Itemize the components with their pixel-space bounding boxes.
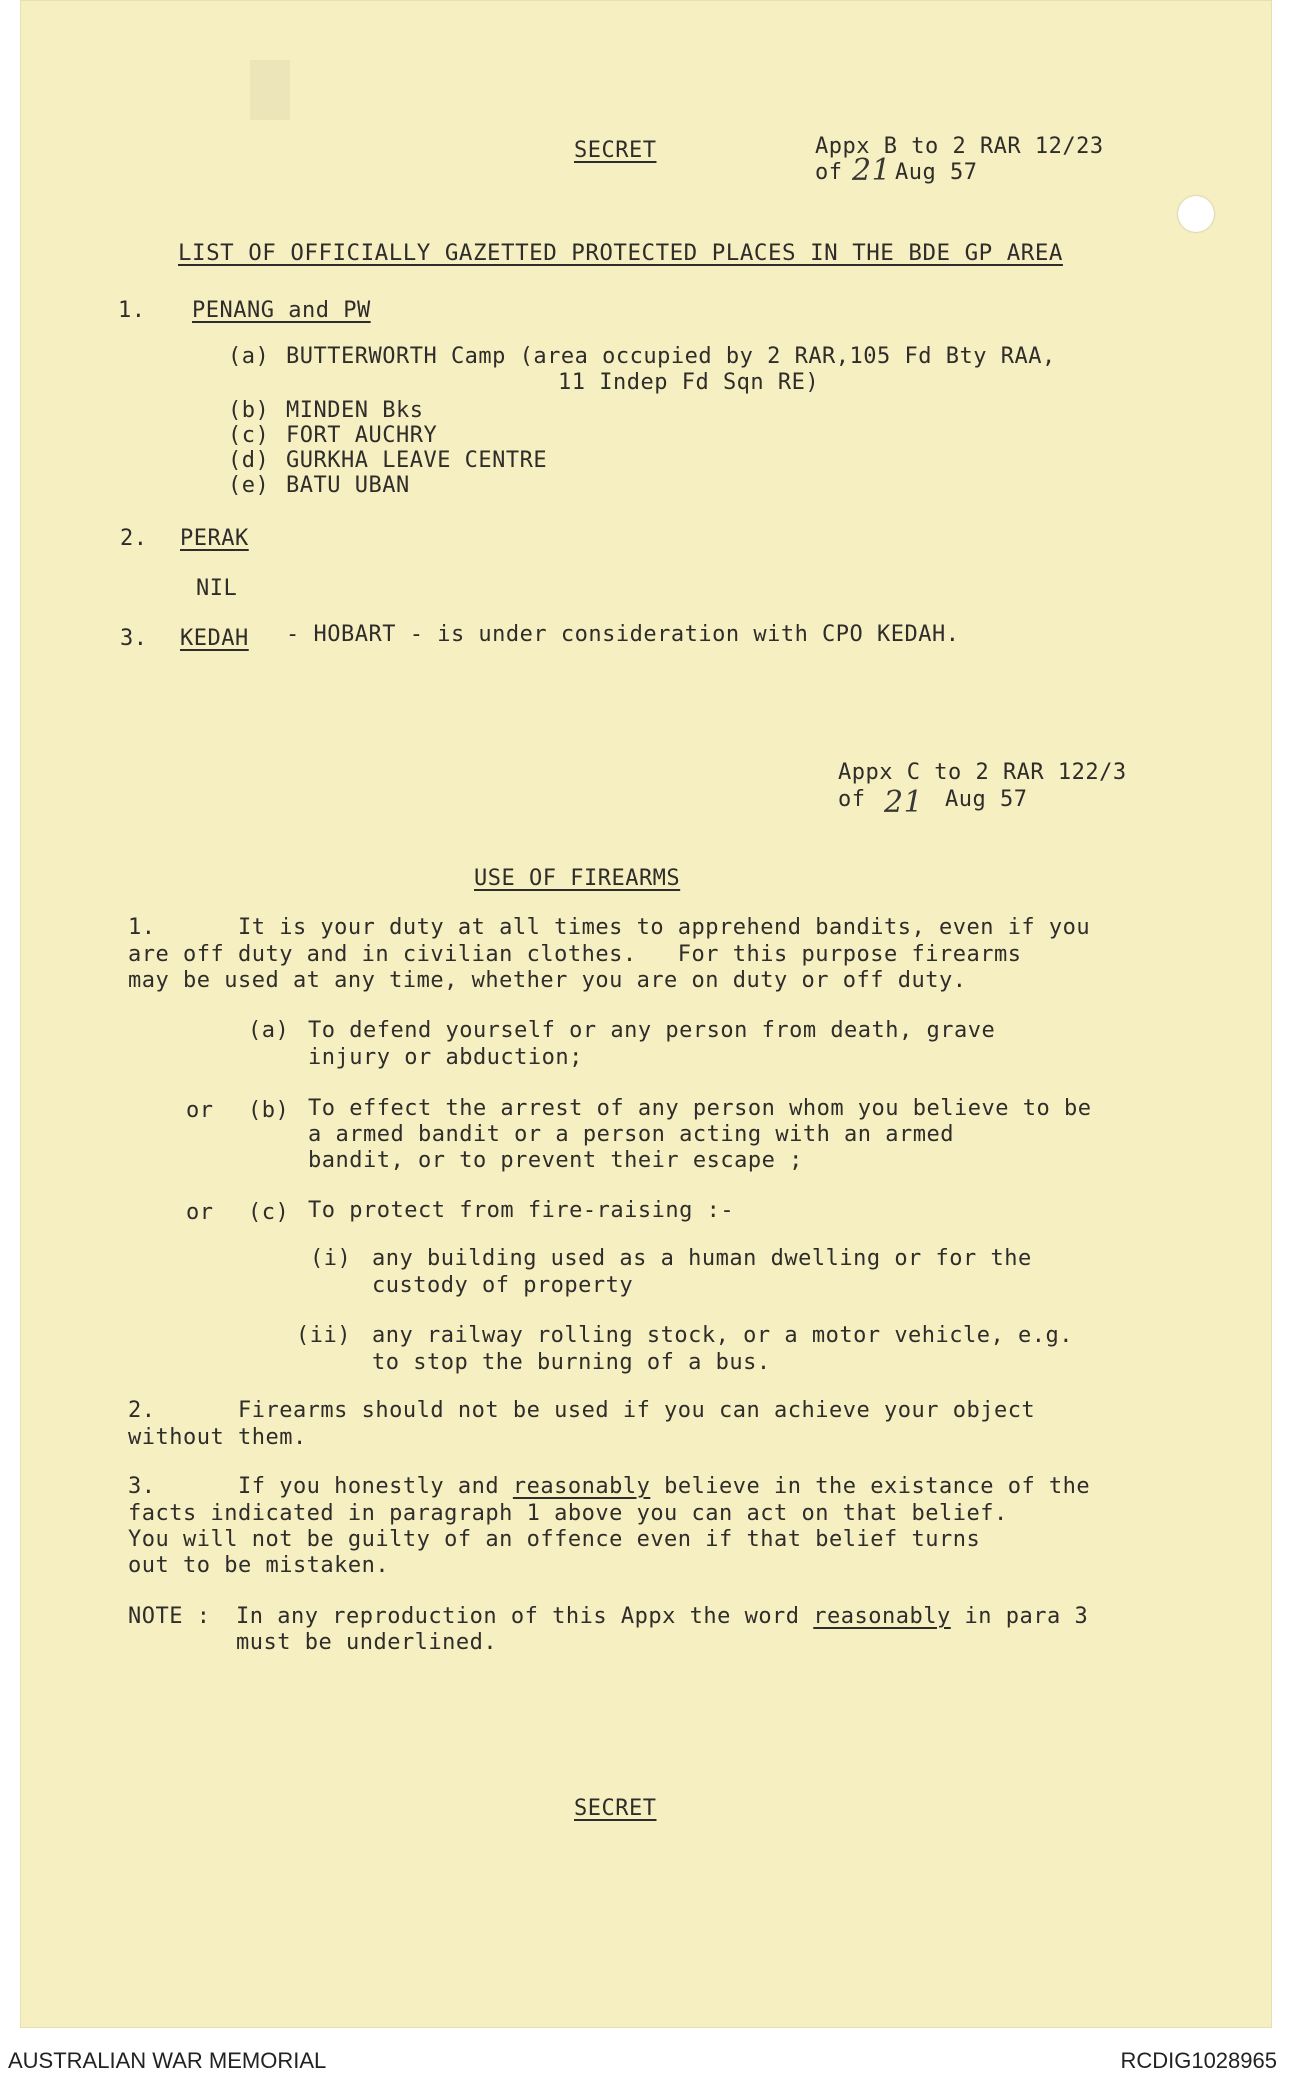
item-b-prefix: or (186, 1098, 214, 1123)
para-1-line-2: are off duty and in civilian clothes. For this purpose firearms (128, 942, 1022, 967)
punch-hole (1178, 196, 1214, 232)
subitem-i-marker: (i) (310, 1246, 352, 1271)
item-b-marker-firearms: (b) (248, 1098, 290, 1123)
para-3-line-1-post: believe in the existance of the (650, 1474, 1091, 1499)
subitem-i-line-1: any building used as a human dwelling or for the (372, 1246, 1032, 1271)
item-a-marker: (a) (228, 344, 270, 369)
note-line-1-post: in para 3 (950, 1604, 1089, 1629)
appx-c-title: USE OF FIREARMS (474, 866, 681, 891)
secret-heading-top: SECRET (574, 138, 657, 163)
para-3-underlined-word: reasonably (512, 1474, 651, 1499)
secret-heading-bottom: SECRET (574, 1796, 657, 1821)
item-a-line-2: injury or abduction; (308, 1045, 583, 1070)
para-1-line-3: may be used at any time, whether you are on duty or off duty. (128, 968, 967, 993)
para-3-line-1 (128, 1474, 1090, 1500)
note-line-1-pre: In any reproduction of this Appx the word (236, 1604, 814, 1629)
appx-c-reference: Appx C to 2 RAR 122/3 (838, 760, 1127, 785)
appx-b-reference-date-prefix: of (815, 160, 843, 185)
item-c-line-1: To protect from fire-raising :- (308, 1198, 735, 1223)
item-c-marker: (c) (228, 423, 270, 448)
item-b-marker: (b) (228, 398, 270, 423)
appx-c-reference-date-prefix: of (838, 787, 866, 812)
appx-b-handwritten-day: 21 (852, 153, 892, 188)
footer-record-id: RCDIG1028965 (1120, 2048, 1277, 2073)
section-3-text: - HOBART - is under consideration with CPO KEDAH. (286, 622, 960, 647)
item-b-text: MINDEN Bks (286, 398, 424, 423)
section-2-text: NIL (196, 576, 238, 601)
appx-b-reference: Appx B to 2 RAR 12/23 (815, 134, 1104, 159)
item-b-line-1: To effect the arrest of any person whom you believe to be (308, 1096, 1092, 1121)
section-3-name: KEDAH (180, 626, 249, 651)
item-c-marker-firearms: (c) (248, 1200, 290, 1225)
para-3-line-2: facts indicated in paragraph 1 above you can act on that belief. (128, 1501, 1008, 1526)
note-line-1 (236, 1604, 1088, 1630)
section-3-number: 3. (120, 626, 148, 651)
para-1-line-1: 1. It is your duty at all times to apprehend bandits, even if you (128, 915, 1091, 940)
subitem-i-line-2: custody of property (372, 1273, 634, 1298)
section-2-name: PERAK (180, 526, 249, 551)
subitem-ii-marker: (ii) (296, 1323, 351, 1348)
section-1-name: PENANG and PW (192, 298, 371, 323)
note-line-2: must be underlined. (236, 1630, 498, 1655)
para-3-line-1-pre: 3. If you honestly and (128, 1474, 513, 1499)
appx-b-reference-date-suffix: Aug 57 (895, 160, 978, 185)
item-b-line-2: a armed bandit or a person acting with an armed (308, 1122, 955, 1147)
item-c-text: FORT AUCHRY (286, 423, 438, 448)
item-a-text: BUTTERWORTH Camp (area occupied by 2 RAR,105 Fd Bty RAA, (286, 344, 1056, 369)
appx-b-title: LIST OF OFFICIALLY GAZETTED PROTECTED PLACES IN THE BDE GP AREA (178, 240, 1063, 266)
appx-c-reference-date-suffix: Aug 57 (945, 787, 1028, 812)
stain-mark (250, 60, 290, 120)
para-3-line-3: You will not be guilty of an offence even if that belief turns (128, 1527, 981, 1552)
para-2-line-2: without them. (128, 1425, 307, 1450)
footer-archive-name: AUSTRALIAN WAR MEMORIAL (8, 2048, 327, 2073)
subitem-ii-line-1: any railway rolling stock, or a motor vehicle, e.g. (372, 1323, 1074, 1348)
item-e-marker: (e) (228, 473, 270, 498)
section-2-number: 2. (120, 526, 148, 551)
item-b-line-3: bandit, or to prevent their escape ; (308, 1148, 803, 1173)
para-2-line-1: 2. Firearms should not be used if you can achieve your object (128, 1398, 1036, 1423)
item-c-prefix: or (186, 1200, 214, 1225)
item-a-line-1: To defend yourself or any person from death, grave (308, 1018, 996, 1043)
para-3-line-4: out to be mistaken. (128, 1553, 390, 1578)
item-e-text: BATU UBAN (286, 473, 410, 498)
item-a-continuation: 11 Indep Fd Sqn RE) (558, 370, 820, 395)
item-a-marker-firearms: (a) (248, 1018, 290, 1043)
item-d-text: GURKHA LEAVE CENTRE (286, 448, 548, 473)
appx-c-handwritten-day: 21 (884, 785, 924, 820)
note-underlined-word: reasonably (813, 1604, 951, 1629)
note-label: NOTE : (128, 1604, 211, 1629)
item-d-marker: (d) (228, 448, 270, 473)
subitem-ii-line-2: to stop the burning of a bus. (372, 1350, 771, 1375)
section-1-number: 1. (118, 298, 146, 323)
